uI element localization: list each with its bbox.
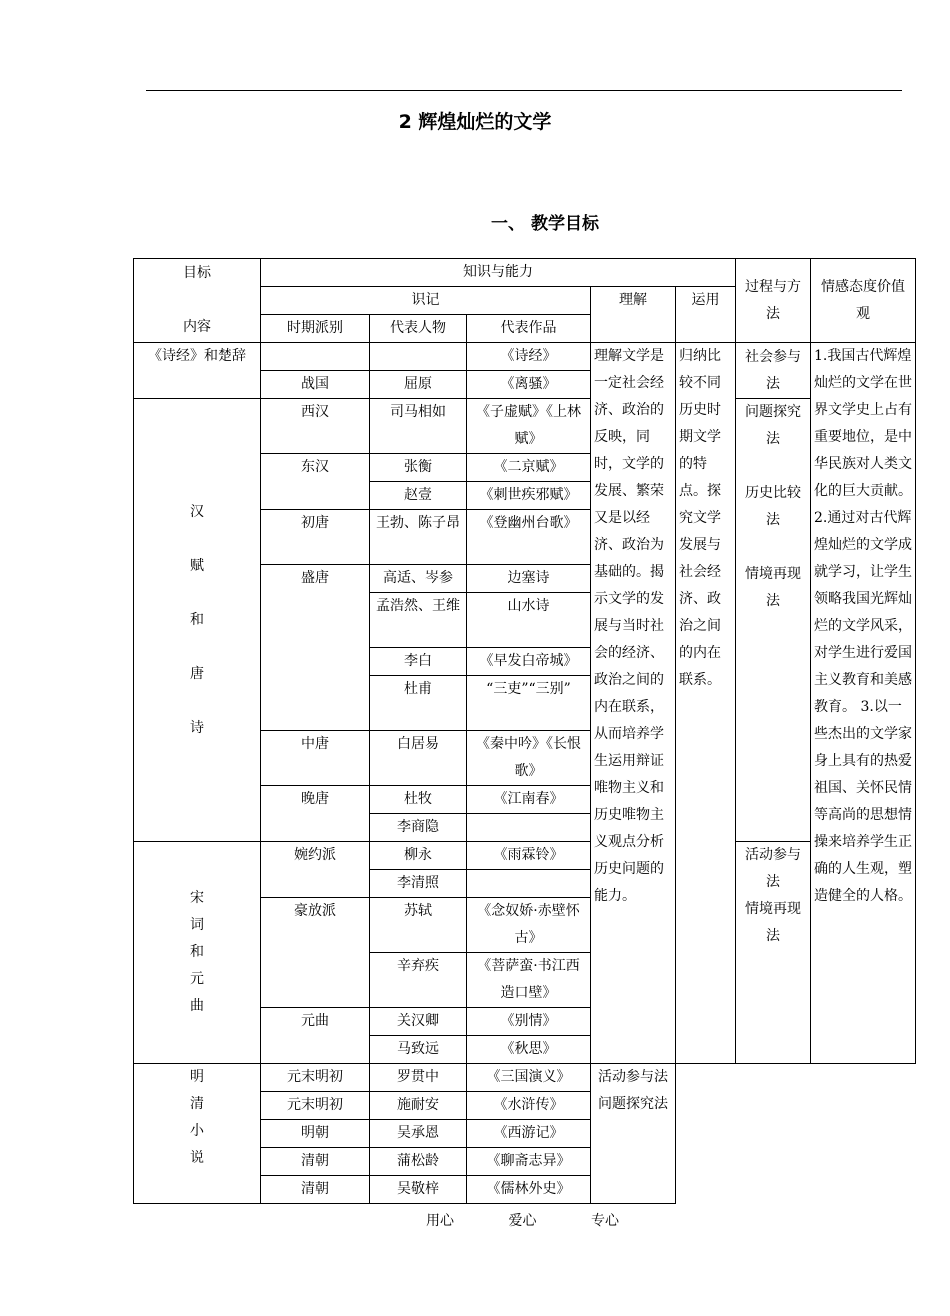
process-item: 历史比较法 [745, 485, 802, 528]
group-char: 宋 [190, 890, 204, 906]
cell-work: 《雨霖铃》 [467, 842, 591, 870]
footer-word: 专心 [590, 1213, 619, 1229]
cell-person [370, 343, 467, 371]
header-period: 时期派别 [261, 315, 370, 343]
footer-word: 爱心 [508, 1213, 537, 1229]
cell-period: 东汉 [261, 454, 370, 510]
cell-person: 张衡 [370, 454, 467, 482]
group-char: 曲 [190, 998, 204, 1014]
cell-work: 《诗经》 [467, 343, 591, 371]
cell-period: 清朝 [261, 1148, 370, 1176]
group-char: 诗 [190, 719, 204, 736]
header-target-content [134, 259, 261, 343]
cell-period: 明朝 [261, 1120, 370, 1148]
cell-person: 柳永 [370, 842, 467, 870]
cell-person: 罗贯中 [370, 1064, 467, 1092]
cell-period: 战国 [261, 371, 370, 399]
cell-person: 李清照 [370, 870, 467, 898]
group-char: 说 [190, 1150, 204, 1166]
cell-person: 赵壹 [370, 482, 467, 510]
cell-period: 西汉 [261, 399, 370, 454]
cell-work: 《二京赋》 [467, 454, 591, 482]
header-understand: 理解 [591, 287, 676, 343]
header-rule [146, 90, 902, 91]
group-char: 唐 [190, 665, 204, 682]
group-shijing: 《诗经》和楚辞 [134, 343, 261, 399]
cell-period: 元末明初 [261, 1064, 370, 1092]
page-title: 2 辉煌灿烂的文学 [398, 111, 552, 133]
cell-work: 《别情》 [467, 1008, 591, 1036]
cell-person: 屈原 [370, 371, 467, 399]
process-4 [591, 1064, 676, 1204]
cell-work: 《江南春》 [467, 786, 591, 814]
cell-work: 《西游记》 [467, 1120, 591, 1148]
group-char: 汉 [190, 503, 204, 520]
cell-person: 杜甫 [370, 676, 467, 731]
process-item: 活动参与法 [598, 1069, 668, 1085]
cell-work: 《三国演义》 [467, 1064, 591, 1092]
group-char: 元 [190, 971, 204, 987]
footer-word: 用心 [426, 1213, 455, 1229]
cell-person: 高适、岑参 [370, 565, 467, 593]
cell-period: 清朝 [261, 1176, 370, 1204]
cell-work: 《子虚赋》《上林赋》 [467, 399, 591, 454]
group-songci-yuanqu [134, 842, 261, 1064]
section-heading: 一、 教学目标 [491, 214, 599, 234]
cell-period [261, 343, 370, 371]
cell-work: 《水浒传》 [467, 1092, 591, 1120]
cell-work [467, 814, 591, 842]
header-recognize: 识记 [261, 287, 591, 315]
header-knowledge: 知识与能力 [261, 259, 736, 287]
cell-period: 元末明初 [261, 1092, 370, 1120]
process-3 [736, 842, 811, 1064]
process-item: 问题探究法 [745, 404, 802, 447]
process-item: 情境再现法 [745, 901, 802, 944]
cell-period: 盛唐 [261, 565, 370, 731]
process-2 [736, 399, 811, 842]
group-hanfu-tangshi [134, 399, 261, 842]
cell-person: 杜牧 [370, 786, 467, 814]
cell-person: 王勃、陈子昂 [370, 510, 467, 565]
cell-period: 豪放派 [261, 898, 370, 1008]
cell-work: 《菩萨蛮·书江西造口壁》 [467, 953, 591, 1008]
group-char: 赋 [190, 557, 204, 574]
group-char: 明 [190, 1069, 204, 1085]
cell-person: 司马相如 [370, 399, 467, 454]
cell-work: 《儒林外史》 [467, 1176, 591, 1204]
cell-person: 吴敬梓 [370, 1176, 467, 1204]
cell-work: 《刺世疾邪赋》 [467, 482, 591, 510]
cell-person: 白居易 [370, 731, 467, 786]
cell-person: 马致远 [370, 1036, 467, 1064]
understand-text: 理解文学是一定社会经济、政治的反映，同时，文学的发展、繁荣又是以经济、政治为基础的。揭示文学的发展与当时社会的经济、政治之间的内在联系，从而培养学生运用辩证唯物主义和历史唯物主义观点分析历史问题的能力。 [591, 343, 676, 1064]
cell-person: 蒲松龄 [370, 1148, 467, 1176]
header-content: 内容 [183, 319, 211, 335]
objectives-table [133, 258, 916, 1204]
cell-work: 《念奴娇·赤壁怀古》 [467, 898, 591, 953]
cell-person: 李商隐 [370, 814, 467, 842]
cell-work: 边塞诗 [467, 565, 591, 593]
cell-work: 《秦中吟》《长恨歌》 [467, 731, 591, 786]
cell-work: 《登幽州台歌》 [467, 510, 591, 565]
cell-person: 辛弃疾 [370, 953, 467, 1008]
header-process: 过程与方法 [736, 259, 811, 343]
process-item: 情境再现法 [745, 566, 802, 609]
cell-period: 婉约派 [261, 842, 370, 898]
cell-person: 李白 [370, 648, 467, 676]
cell-person: 关汉卿 [370, 1008, 467, 1036]
cell-period: 晚唐 [261, 786, 370, 842]
cell-work: 《聊斋志异》 [467, 1148, 591, 1176]
cell-period: 初唐 [261, 510, 370, 565]
group-mingqing [134, 1064, 261, 1204]
cell-work: 《离骚》 [467, 371, 591, 399]
cell-person: 施耐安 [370, 1092, 467, 1120]
group-char: 和 [190, 611, 204, 628]
group-char: 小 [190, 1123, 204, 1139]
cell-work: 《早发白帝城》 [467, 648, 591, 676]
process-1: 社会参与法 [736, 343, 811, 399]
process-item: 活动参与法 [745, 847, 802, 890]
cell-person: 孟浩然、王维 [370, 593, 467, 648]
group-char: 词 [190, 917, 204, 933]
footer [0, 1210, 950, 1230]
emotion-text: 1.我国古代辉煌灿烂的文学在世界文学史上占有重要地位，是中华民族对人类文化的巨大贡献。 2.通过对古代辉煌灿烂的文学成就学习，让学生领略我国光辉灿烂的文学风采，对学生进行爱国主义教育和美感教育。 3.以一些杰出的文学家身上具有的热爱祖国、关怀民情等高尚的思想情操来培养学生正确的人生观，塑造健全的人格。 [811, 343, 916, 1064]
cell-person: 苏轼 [370, 898, 467, 953]
cell-person: 吴承恩 [370, 1120, 467, 1148]
cell-work: 山水诗 [467, 593, 591, 648]
apply-text: 归纳比较不同历史时期文学的特点。探究文学发展与社会经济、政治之间的内在联系。 [676, 343, 736, 1064]
group-char: 和 [190, 944, 204, 960]
group-char: 清 [190, 1096, 204, 1112]
cell-work [467, 870, 591, 898]
cell-work: “三吏”“三别” [467, 676, 591, 731]
header-work: 代表作品 [467, 315, 591, 343]
cell-period: 中唐 [261, 731, 370, 786]
header-apply: 运用 [676, 287, 736, 343]
cell-period: 元曲 [261, 1008, 370, 1064]
cell-work: 《秋思》 [467, 1036, 591, 1064]
header-target: 目标 [183, 265, 211, 281]
header-emotion: 情感态度价值观 [811, 259, 916, 343]
process-item: 问题探究法 [598, 1096, 668, 1112]
header-person: 代表人物 [370, 315, 467, 343]
